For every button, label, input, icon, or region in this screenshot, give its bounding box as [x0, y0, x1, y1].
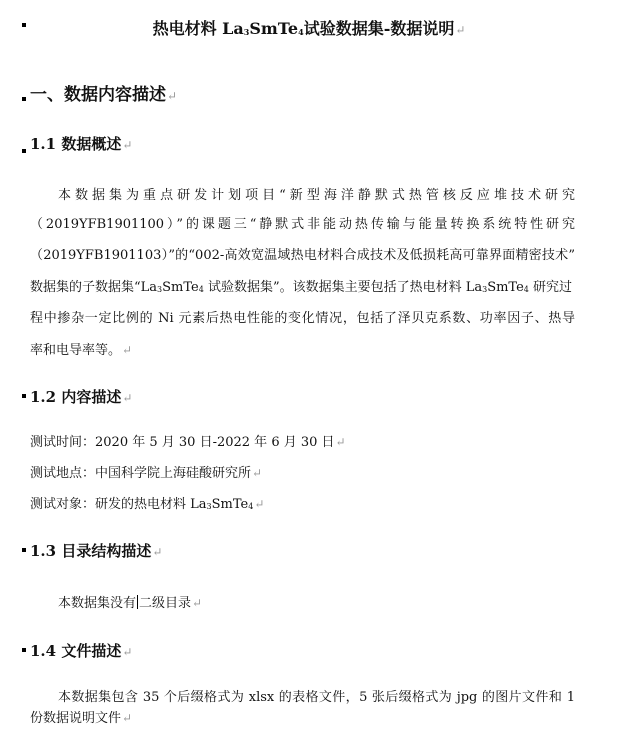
paragraph-line: 率和电导率等。↵	[30, 343, 133, 358]
paragraph-mark: ↵	[167, 89, 178, 103]
bullet-marker	[22, 97, 26, 101]
paragraph-mark: ↵	[152, 545, 163, 559]
bullet-marker	[22, 149, 26, 153]
paragraph-line: 数据集的子数据集“$La_3SmTe_4$ 试验数据集”。该数据集主要包括了热电材料 $La_3SmTe_4$ 研究过	[30, 280, 573, 295]
bullet-marker	[22, 394, 26, 398]
test-location-line: 测试地点：中国科学院上海硅酸研究所↵	[30, 466, 263, 481]
paragraph-mark: ↵	[254, 497, 265, 511]
paragraph-mark: ↵	[122, 391, 133, 405]
test-object-line: 测试对象：研发的热电材料 $La_3SmTe_4↵$	[30, 497, 265, 512]
text-cursor[interactable]	[137, 595, 138, 609]
paragraph-mark: ↵	[192, 596, 203, 610]
heading-directory-structure: 1.3 目录结构描述↵	[30, 542, 163, 560]
paragraph-mark: ↵	[122, 711, 133, 725]
paragraph-line: 程中掺杂一定比例的 Ni 元素后热电性能的变化情况，包括了泽贝克系数、功率因子、热导	[30, 311, 575, 326]
paragraph-mark: ↵	[252, 466, 263, 480]
document-title: 热电材料 $La_3SmTe_4$试验数据集-数据说明↵	[152, 19, 466, 38]
paragraph-mark: ↵	[122, 343, 133, 357]
section-heading-content: 一、数据内容描述↵	[30, 85, 178, 105]
directory-body-line: 本数据集没有 二级目录↵	[58, 596, 203, 611]
heading-file-description: 1.4 文件描述↵	[30, 642, 133, 660]
paragraph-line: 份数据说明文件↵	[30, 711, 133, 726]
bullet-marker	[22, 548, 26, 552]
paragraph-mark: ↵	[455, 23, 466, 37]
bullet-marker	[22, 648, 26, 652]
paragraph-mark: ↵	[122, 645, 133, 659]
paragraph-line: （2019YFB1901103）”的“002-高效宽温域热电材料合成技术及低损耗高可靠界面精密技术”	[30, 248, 575, 263]
paragraph-mark: ↵	[335, 435, 346, 449]
paragraph-line: （2019YFB1901100）”的课题三“静默式非能动热传输与能量转换系统特性研究	[30, 217, 575, 232]
paragraph-line: 本数据集包含 35 个后缀格式为 xlsx 的表格文件，5 张后缀格式为 jpg 的图片文件和 1	[58, 690, 575, 705]
paragraph-line: 本数据集为重点研发计划项目“新型海洋静默式热管核反应堆技术研究	[58, 188, 575, 203]
heading-data-overview: 1.1 数据概述↵	[30, 135, 133, 153]
paragraph-mark: ↵	[122, 138, 133, 152]
test-time-line: 测试时间：2020 年 5 月 30 日-2022 年 6 月 30 日↵	[30, 435, 346, 450]
heading-content-description: 1.2 内容描述↵	[30, 388, 133, 406]
